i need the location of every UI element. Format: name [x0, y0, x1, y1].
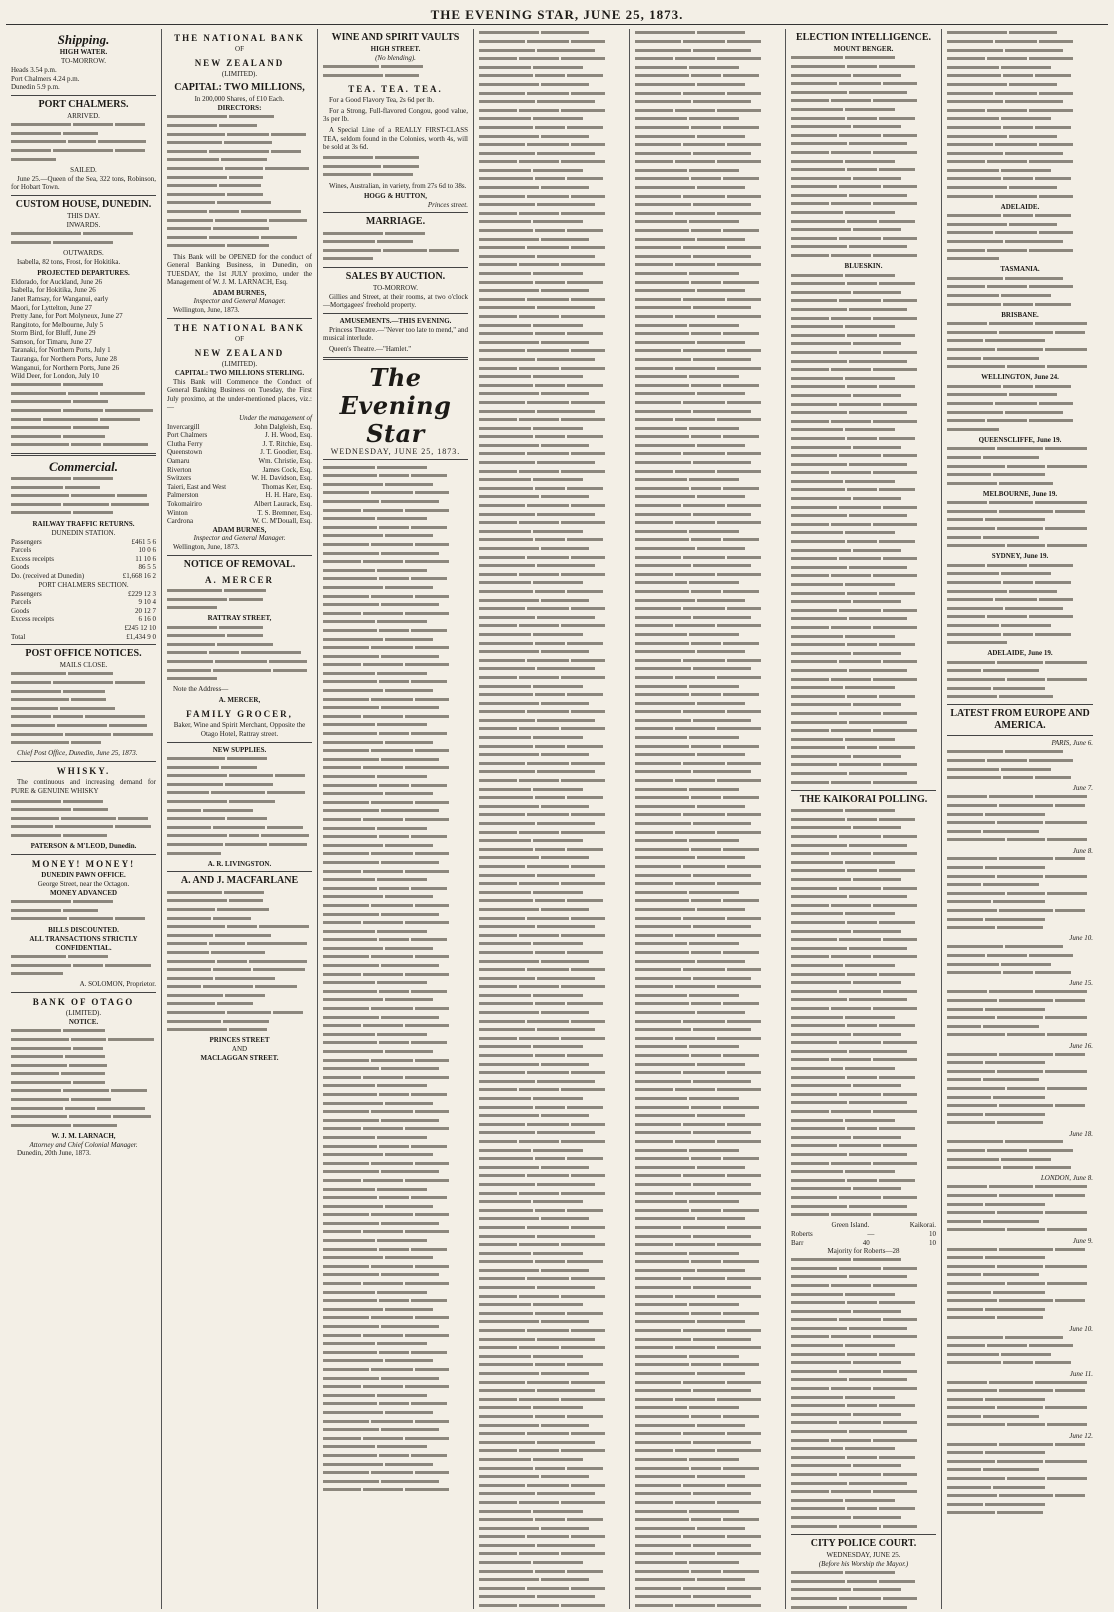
- arrived-text: [11, 121, 156, 164]
- port-row: [11, 633, 156, 642]
- shipping-notes: [11, 381, 156, 450]
- otago-notice: NOTICE.: [68, 1017, 99, 1026]
- burnes-2: ADAM BURNES,: [212, 525, 267, 534]
- europe-news-text: [947, 1183, 1093, 1235]
- europe-news-text: [947, 1333, 1093, 1367]
- latest-heading: LATEST FROM EUROPE AND AMERICA.: [950, 708, 1090, 732]
- macfarlane-heading: A. AND J. MACFARLANE: [180, 875, 299, 887]
- branch-row-cell: J. H. Wood, Esq.: [265, 431, 312, 440]
- high-water-sub: TO-MORROW.: [61, 57, 106, 65]
- tide-heads: Heads 3.54 p.m.: [11, 66, 57, 74]
- branch-row-cell: T. S. Bremner, Esq.: [257, 508, 312, 517]
- tasmania-text: [947, 274, 1093, 308]
- wellington-2: Wellington, June, 1873.: [173, 542, 240, 551]
- poll-row-cell: 40: [862, 1238, 870, 1247]
- departure-item: Tauranga, for Northern Ports, June 28: [11, 355, 117, 364]
- whisky-heading: WHISKY.: [56, 766, 111, 777]
- new-zealand-heading: NEW ZEALAND: [194, 58, 285, 68]
- port-row-cell: Goods: [11, 606, 30, 615]
- sailed-text: June 25.—Queen of the Sea, 322 tons, Robinson, for Hobart Town.: [11, 174, 156, 192]
- dunedin-row-cell: Excess receipts: [11, 554, 54, 563]
- evening-star-flag: The Evening Star: [339, 362, 452, 448]
- port-row-cell: Parcels: [11, 598, 32, 607]
- europe-dateline: June 12.: [1069, 1431, 1093, 1440]
- mercer-name: MERCER: [222, 574, 274, 585]
- branch-row-cell: Riverton: [167, 465, 192, 474]
- removal-heading: NOTICE OF REMOVAL.: [183, 558, 296, 570]
- branch-row-cell: Invercargill: [167, 422, 200, 431]
- port-row-cell: 6 16 0: [138, 615, 156, 624]
- departure-item: Rangitoto, for Melbourne, July 5: [11, 320, 104, 329]
- port-row-cell: 9 10 4: [138, 598, 156, 607]
- europe-news-text: [947, 748, 1093, 782]
- dunedin-row: [11, 555, 156, 564]
- dunedin-table: [11, 538, 156, 581]
- port-station: PORT CHALMERS SECTION.: [38, 580, 129, 589]
- branch-row-cell: Clutha Ferry: [167, 439, 203, 448]
- sailed-heading: SAILED.: [70, 165, 97, 174]
- column-1: [6, 29, 162, 1609]
- dunedin-row-cell: Do. (received at Dunedin): [11, 571, 85, 580]
- poll-row-cell: 10: [929, 1229, 936, 1238]
- flag-date: WEDNESDAY, JUNE 25, 1873.: [330, 446, 461, 456]
- mails-close: MAILS CLOSE.: [59, 661, 108, 670]
- money-text: [11, 898, 156, 924]
- branch-row-cell: Oamaru: [167, 457, 190, 465]
- bank-opened-text: This Bank will be OPENED for the conduct of General Banking Business, in Dunedin, on TUESDAY, the 1st JULY proximo, under the Management of W. J. M. LARNACH, Esq.: [167, 252, 312, 287]
- branch-row-cell: John Dalgleish, Esq.: [254, 422, 312, 431]
- branches-table: [167, 423, 312, 526]
- departures-list: [11, 278, 156, 381]
- tasmania-heading: TASMANIA.: [1000, 265, 1040, 274]
- branch-row-cell: Albert Laurack, Esq.: [253, 499, 312, 508]
- melbourne-heading: MELBOURNE, June 19.: [982, 489, 1058, 498]
- europe-news-text: [947, 1245, 1093, 1322]
- dunedin-row: [11, 563, 156, 572]
- poll-row-cell: 10: [928, 1238, 936, 1247]
- columns: [6, 29, 1108, 1609]
- kaikorai-text: [791, 807, 936, 1220]
- column-5: [630, 29, 786, 1609]
- note-address: Note the Address—: [173, 685, 229, 694]
- wine-text: [323, 63, 468, 80]
- departure-item: Taranaki, for Northern Ports, July 1: [11, 346, 111, 355]
- port-row-cell: Passengers: [11, 589, 42, 598]
- post-office-text: [11, 670, 156, 747]
- amusements-heading: AMUSEMENTS.—THIS EVENING.: [339, 316, 452, 325]
- directors-heading: DIRECTORS:: [217, 104, 262, 112]
- new-supplies: NEW SUPPLIES.: [212, 745, 267, 754]
- princes-street: PRINCES STREET: [209, 1036, 270, 1045]
- europe-news-text: [947, 988, 1093, 1040]
- dunedin-row: [11, 572, 156, 581]
- mercer-initial: A.: [205, 574, 218, 585]
- branch-row: [167, 517, 312, 526]
- burnes-role-2: Inspector and General Manager.: [193, 534, 286, 543]
- europe-news-text: [947, 793, 1093, 845]
- europe-news-text: [947, 1440, 1093, 1517]
- inwards-text: [11, 230, 156, 247]
- brisbane-heading: BRISBANE.: [1001, 310, 1039, 319]
- branch-row-cell: W. H. Davidson, Esq.: [251, 474, 312, 483]
- capital-heading: CAPITAL: TWO MILLIONS,: [174, 82, 305, 93]
- branch-row: [167, 491, 312, 500]
- limited-label: (LIMITED).: [221, 70, 258, 78]
- sales-tomorrow: TO-MORROW.: [373, 283, 418, 292]
- port-row: [11, 624, 156, 633]
- poll-header-row-cell: Kaikorai.: [909, 1221, 936, 1230]
- post-office-heading: POST OFFICE NOTICES.: [25, 648, 142, 660]
- branch-row-cell: Wm. Christie, Esq.: [258, 457, 312, 465]
- column-3: [318, 29, 474, 1609]
- branch-row-cell: Taieri, East and West: [167, 482, 227, 491]
- pawn-text: [11, 953, 156, 979]
- commercial-text: [11, 475, 156, 518]
- news-top: [947, 29, 1093, 201]
- wellington-heading: WELLINGTON, June 24.: [981, 373, 1059, 382]
- kaikorai-heading: THE KAIKORAI POLLING.: [799, 793, 928, 805]
- otago-date: Dunedin, 20th June, 1873.: [17, 1149, 91, 1158]
- europe-dateline: June 16.: [1069, 1041, 1093, 1050]
- tide-port: Port Chalmers 4.24 p.m.: [11, 74, 80, 83]
- branch-row: [167, 483, 312, 492]
- whisky-text: The continuous and increasing demand for PURE & GENUINE WHISKY: [11, 778, 156, 795]
- departure-item: Storm Bird, for Bluff, June 29: [11, 329, 96, 338]
- branch-row-cell: Port Chalmers: [167, 431, 208, 440]
- blueskin-text: [791, 271, 936, 787]
- europe-dateline: June 15.: [1069, 979, 1093, 988]
- queenscliffe-heading: QUEENSCLIFFE, June 19.: [978, 435, 1062, 444]
- mercer-body: [167, 623, 312, 683]
- limited-label-2: (LIMITED).: [221, 359, 258, 368]
- this-day: THIS DAY.: [67, 211, 100, 220]
- bank-otago-heading: BANK OF OTAGO: [32, 996, 135, 1007]
- poll-row-cell: —: [867, 1229, 875, 1238]
- high-water-heading: HIGH WATER.: [59, 48, 108, 56]
- larnach-role: Attorney and Chief Colonial Manager.: [29, 1140, 138, 1149]
- departure-item: Eldorado, for Auckland, June 26: [11, 277, 102, 286]
- outwards-text: Isabella, 82 tons, Frost, for Hokitika.: [17, 258, 121, 267]
- port-row-cell: £1,434 9 0: [126, 632, 156, 641]
- mercer-sign: A. MERCER,: [218, 696, 261, 705]
- customs-heading: CUSTOM HOUSE, DUNEDIN.: [15, 198, 152, 210]
- of-label: OF: [235, 45, 244, 53]
- melbourne-text: [947, 499, 1093, 551]
- tide-dunedin: Dunedin 5.9 p.m.: [11, 83, 60, 92]
- queenscliffe-text: [947, 445, 1093, 488]
- dunedin-row-cell: 11 10 6: [135, 554, 156, 563]
- europe-news: [947, 739, 1093, 1517]
- marriage-heading: MARRIAGE.: [365, 216, 426, 228]
- column-4-article: [479, 29, 624, 1609]
- dunedin-row-cell: £1,668 16 2: [122, 571, 156, 580]
- adelaide-text: [947, 212, 1093, 264]
- port-table: [11, 590, 156, 642]
- europe-dateline: June 8.: [1072, 846, 1093, 855]
- dunedin-row-cell: Parcels: [11, 546, 32, 555]
- poll-header-row: [791, 1221, 936, 1230]
- maclaggan-street: MACLAGGAN STREET.: [200, 1053, 279, 1062]
- masthead: [6, 6, 1108, 25]
- column-5-top-article: [635, 29, 780, 1609]
- departures-heading: PROJECTED DEPARTURES.: [37, 268, 130, 277]
- otago-text: [11, 1027, 156, 1130]
- branch-row-cell: Switzers: [167, 474, 192, 483]
- livingston: A. R. LIVINGSTON.: [207, 859, 272, 868]
- branch-row-cell: Thomas Ker, Esq.: [261, 482, 312, 491]
- poll-table: [791, 1221, 936, 1247]
- port-row-cell: Total: [11, 632, 26, 641]
- departure-item: Samson, for Timaru, June 27: [11, 337, 92, 346]
- whisky-signed: PATERSON & M'LEOD, Dunedin.: [30, 842, 137, 851]
- dunedin-row-cell: 10 0 6: [138, 546, 156, 555]
- wellington-text: [947, 382, 1093, 434]
- adelaide-heading: ADELAIDE.: [1000, 202, 1040, 211]
- outwards-heading: OUTWARDS.: [63, 249, 104, 258]
- inwards-heading: INWARDS.: [66, 220, 101, 229]
- election-heading: ELECTION INTELLIGENCE.: [795, 32, 932, 43]
- hogg-sub: Princes street.: [427, 200, 468, 209]
- tea-item-1: For a Good Flavory Tea, 2s 6d per lb.: [329, 96, 435, 105]
- grocer-sub: Baker, Wine and Spirit Merchant, Opposite the Otago Hotel, Rattray street.: [173, 720, 306, 738]
- poll-row-cell: Barr: [791, 1238, 804, 1247]
- marriage-text: [323, 229, 468, 263]
- branch-row-cell: W. C. M'Douall, Esq.: [252, 517, 312, 526]
- dunedin-row: [11, 546, 156, 555]
- column-4: [474, 29, 630, 1609]
- port-row: [11, 590, 156, 599]
- mount-benger: MOUNT BENGER.: [833, 45, 894, 53]
- branch-row-cell: Tokomairiro: [167, 499, 202, 508]
- whisky-body: [11, 797, 156, 840]
- dunedin-row: [11, 538, 156, 547]
- europe-news-text: [947, 943, 1093, 977]
- port-chalmers-heading: PORT CHALMERS.: [38, 98, 129, 110]
- larnach: W. J. M. LARNACH,: [51, 1132, 116, 1141]
- bills-discounted: BILLS DISCOUNTED.: [48, 925, 119, 934]
- departure-item: Pretty Jane, for Port Molyneux, June 27: [11, 312, 123, 321]
- branch-row: [167, 448, 312, 457]
- branch-row: [167, 466, 312, 475]
- branch-row-cell: H. H. Hare, Esq.: [265, 491, 312, 500]
- pawn-signed: A. SOLOMON, Proprietor.: [79, 980, 156, 989]
- tide-row: [11, 83, 156, 92]
- hogg-hutton: HOGG & HUTTON,: [363, 192, 428, 201]
- branch-row-cell: Winton: [167, 508, 188, 517]
- branch-row-cell: Palmerston: [167, 491, 199, 500]
- europe-news-text: [947, 855, 1093, 932]
- poll-header-row-cell: Green Island.: [831, 1221, 870, 1230]
- port-row-cell: 20 12 7: [135, 606, 156, 615]
- branch-row-cell: James Cock, Esq.: [262, 465, 312, 474]
- and-label: AND: [231, 1045, 248, 1054]
- branch-row: [167, 423, 312, 432]
- commercial-heading: Commercial.: [49, 458, 118, 474]
- sales-text: Gillies and Street, at their rooms, at two o'clock—Mortgagees' freehold property.: [323, 292, 468, 310]
- adelaide-heading-2: ADELAIDE, June 19.: [987, 649, 1053, 658]
- pawn-office: DUNEDIN PAWN OFFICE.: [41, 870, 126, 879]
- tide-row: [11, 75, 156, 84]
- dunedin-row-cell: £461 5 6: [131, 537, 156, 546]
- high-street: HIGH STREET.: [370, 45, 421, 53]
- burnes-role-1: Inspector and General Manager.: [193, 297, 286, 306]
- arrived-heading: ARRIVED.: [67, 111, 100, 120]
- under-management: Under the management of: [239, 414, 312, 423]
- sales-heading: SALES BY AUCTION.: [345, 270, 446, 282]
- tea-item-3: A Special Line of a REALLY FIRST-CLASS TEA, seldom found in the Colonies, worth 4s, will be sold at 3s 6d.: [323, 125, 468, 152]
- leader-article: [323, 463, 468, 1494]
- column-7: [942, 29, 1098, 1609]
- city-police-before: (Before his Worship the Mayor.): [818, 1559, 909, 1568]
- tide-row: [11, 66, 156, 75]
- port-row-cell: Excess receipts: [11, 615, 54, 624]
- amusement-1: Princess Theatre.—"Never too late to mend," and musical interlude.: [323, 325, 468, 343]
- branch-row: [167, 457, 312, 466]
- europe-dateline: LONDON, June 8.: [1040, 1174, 1093, 1183]
- dunedin-row-cell: Goods: [11, 563, 30, 572]
- europe-dateline: PARIS, June 6.: [1051, 739, 1093, 748]
- wine-vaults-heading: WINE AND SPIRIT VAULTS: [331, 32, 460, 43]
- europe-dateline: June 10.: [1069, 1324, 1093, 1333]
- dunedin-station: DUNEDIN STATION.: [51, 528, 116, 537]
- amusement-2: Queen's Theatre.—"Hamlet.": [329, 345, 412, 354]
- tea-heading: TEA. TEA. TEA.: [348, 84, 443, 95]
- europe-dateline: June 9.: [1072, 1236, 1093, 1245]
- departure-item: Maori, for Lyttelton, June 27: [11, 303, 92, 312]
- brisbane-text: [947, 320, 1093, 372]
- of-label-2: OF: [235, 334, 244, 343]
- departure-item: Isabella, for Hokitika, June 26: [11, 286, 96, 295]
- adelaide-text-2: [947, 658, 1093, 701]
- port-row-cell: £245 12 10: [124, 623, 156, 632]
- branch-row-cell: Queenstown: [167, 448, 202, 457]
- sydney-heading: SYDNEY, June 19.: [991, 552, 1049, 561]
- column-2: [162, 29, 318, 1609]
- branch-row-cell: Cardrona: [167, 517, 194, 526]
- europe-dateline: June 10.: [1069, 934, 1093, 943]
- branch-row: [167, 509, 312, 518]
- directors-list: [167, 113, 312, 251]
- poll-row: [791, 1230, 936, 1239]
- sydney-text: [947, 561, 1093, 647]
- rattray-street: RATTRAY STREET,: [207, 614, 272, 623]
- dunedin-row-cell: Passengers: [11, 537, 42, 546]
- branch-row: [167, 440, 312, 449]
- masthead-title: THE EVENING STAR, JUNE 25, 1873.: [430, 7, 684, 22]
- macfarlane-text: [167, 888, 312, 1034]
- branch-row-cell: J. T. Goodier, Esq.: [260, 448, 312, 457]
- port-row: [11, 598, 156, 607]
- pawn-street: George Street, near the Octagon.: [37, 879, 130, 888]
- departure-item: Wild Deer, for London, July 10: [11, 372, 99, 381]
- port-row: [11, 607, 156, 616]
- column-6: [786, 29, 942, 1609]
- departure-item: Janet Ramsay, for Wanganui, early: [11, 294, 109, 303]
- mount-benger-text: [791, 54, 936, 260]
- tea-note: [323, 154, 468, 180]
- europe-dateline: June 7.: [1072, 784, 1093, 793]
- branch-row: [167, 474, 312, 483]
- no-blending: (No blending).: [375, 54, 416, 62]
- branch-row: [167, 431, 312, 440]
- city-police-date: WEDNESDAY, JUNE 25.: [826, 1550, 901, 1559]
- capital-sterling: CAPITAL: TWO MILLIONS STERLING.: [174, 368, 305, 377]
- national-bank-heading: THE NATIONAL BANK: [174, 33, 305, 43]
- wellington-1: Wellington, June, 1873.: [173, 306, 240, 315]
- commence-text: This Bank will Commence the Conduct of General Banking Business on Tuesday, the First July proximo, at the under-mentioned places, viz.:—: [167, 377, 312, 412]
- tea-item-2: For a Strong, Full-flavored Congou, good value, 3s per lb.: [323, 106, 468, 124]
- chief-postmaster: Chief Post Office, Dunedin, June 25, 1873.: [17, 749, 138, 758]
- poll-row: [791, 1239, 936, 1248]
- europe-dateline: June 11.: [1069, 1369, 1093, 1378]
- city-police-text: [791, 1569, 936, 1609]
- europe-news-text: [947, 1138, 1093, 1172]
- national-bank-heading-2: THE NATIONAL BANK: [174, 322, 305, 333]
- port-row-cell: £229 12 3: [128, 589, 156, 598]
- branch-row-cell: J. T. Ritchie, Esq.: [262, 439, 312, 448]
- money-heading: MONEY! MONEY!: [31, 858, 136, 869]
- shipping-heading: Shipping.: [57, 32, 110, 47]
- new-zealand-heading-2: NEW ZEALAND: [194, 347, 285, 358]
- mercer-text: [167, 587, 312, 613]
- mercer-heading: [167, 574, 312, 586]
- europe-news-text: [947, 1378, 1093, 1430]
- departure-item: Wanganui, for Northern Ports, June 26: [11, 363, 120, 372]
- majority: Majority for Roberts—28: [827, 1247, 900, 1256]
- supplies-list: [167, 755, 312, 858]
- burnes-1: ADAM BURNES,: [212, 288, 267, 297]
- blueskin: BLUESKIN.: [844, 262, 883, 271]
- wines-text: Wines, Australian, in variety, from 27s 6d to 38s.: [329, 181, 467, 190]
- port-row: [11, 615, 156, 624]
- europe-news-text: [947, 1050, 1093, 1127]
- all-transactions: ALL TRANSACTIONS STRICTLY CONFIDENTIAL.: [29, 934, 138, 952]
- otago-limited: (LIMITED).: [65, 1008, 102, 1017]
- railway-heading: RAILWAY TRAFFIC RETURNS.: [32, 519, 135, 528]
- branch-row: [167, 500, 312, 509]
- family-grocer: FAMILY GROCER,: [186, 708, 293, 719]
- poll-row-cell: Roberts: [791, 1229, 813, 1238]
- shares-label: In 200,000 Shares, of £10 Each.: [194, 95, 285, 103]
- europe-dateline: June 18.: [1069, 1129, 1093, 1138]
- city-police-heading: CITY POLICE COURT.: [810, 1537, 917, 1549]
- money-advanced: MONEY ADVANCED: [49, 888, 118, 897]
- kaikorai-text-2: [791, 1256, 936, 1531]
- dunedin-row-cell: 86 5 5: [138, 563, 156, 572]
